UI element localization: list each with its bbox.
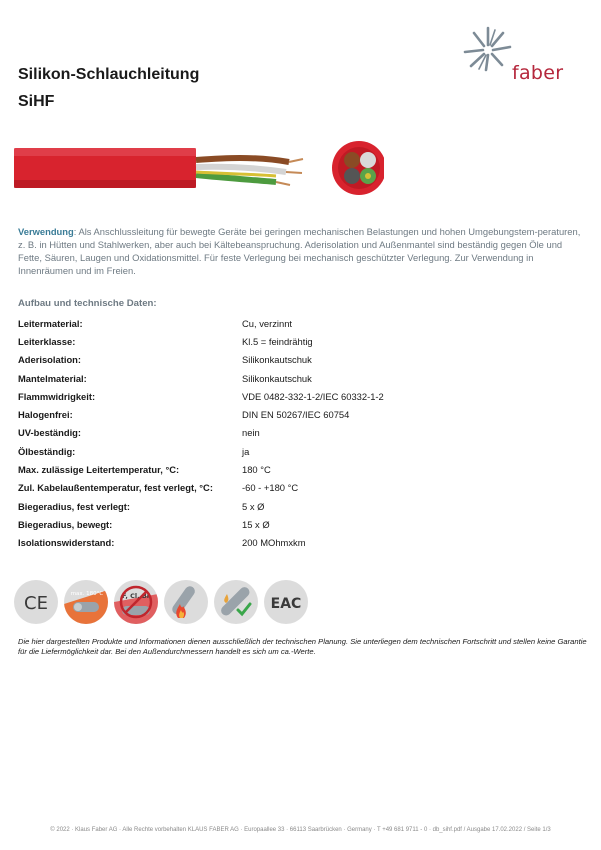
max-temperature-icon <box>64 580 108 624</box>
spec-value: DIN EN 50267/IEC 60754 <box>242 409 350 421</box>
usage-text: : Als Anschlussleitung für bewegte Geräte bei geringen mechanischen Belastungen und hohen Umgebungstem-peraturen, z. B. in Hütten und Stahlwerken, aber auch bei Kältebeanspruchung. Aderisolation und Außenmantel sind beständig gegen Öle und Fette, Säuren, Laugen und Oxidationsmittel. Für feste Verlegung bei mechanisch geschützter Verlegung. Zur Verwendung in Innenräumen und im Freien. <box>18 226 581 276</box>
faber-logo-icon <box>444 26 584 96</box>
spec-label: Ölbeständig: <box>18 445 76 457</box>
spec-value: Cu, verzinnt <box>242 317 293 329</box>
svg-text:max. 180°C: max. 180°C <box>70 591 104 597</box>
spec-value: Silikonkautschuk <box>242 372 312 384</box>
spec-label: Halogenfrei: <box>18 409 73 421</box>
ce-mark-icon <box>14 580 58 624</box>
property-icons <box>14 580 308 628</box>
specs-heading: Aufbau und technische Daten: <box>18 298 157 309</box>
spec-row <box>18 387 578 405</box>
spec-label: Biegeradius, bewegt: <box>18 518 113 530</box>
svg-text:EAC: EAC <box>270 596 302 612</box>
spec-row <box>18 460 578 478</box>
spec-value: VDE 0482-332-1-2/IEC 60332-1-2 <box>242 390 384 402</box>
spec-row <box>18 369 578 387</box>
eac-mark-icon <box>264 580 308 624</box>
spec-label: Zul. Kabelaußentemperatur, fest verlegt, °C: <box>18 482 213 494</box>
product-title: Silikon-Schlauchleitung <box>18 66 200 83</box>
spec-row <box>18 332 578 350</box>
spec-value: Silikonkautschuk <box>242 354 312 366</box>
spec-label: Flammwidrigkeit: <box>18 390 96 402</box>
halogen-free-icon <box>114 580 158 624</box>
spec-row <box>18 497 578 515</box>
spec-label: Mantelmaterial: <box>18 372 87 384</box>
spec-value: 5 x Ø <box>242 500 265 512</box>
spec-label: Leitermaterial: <box>18 317 83 329</box>
spec-row <box>18 424 578 442</box>
spec-value: nein <box>242 427 260 439</box>
spec-value: Kl.5 = feindrähtig <box>242 335 313 347</box>
spec-label: Max. zulässige Leitertemperatur, °C: <box>18 464 180 476</box>
oil-resistant-icon <box>214 580 258 624</box>
brand-name: faber <box>512 62 564 84</box>
spec-row <box>18 515 578 533</box>
spec-row <box>18 405 578 423</box>
spec-value: ja <box>242 445 250 457</box>
spec-label: Aderisolation: <box>18 354 82 366</box>
spec-row <box>18 351 578 369</box>
spec-row <box>18 534 578 552</box>
svg-text:CE: CE <box>24 593 48 614</box>
spec-value: -60 - +180 °C <box>242 482 299 494</box>
specs-table <box>18 314 578 552</box>
usage-lead: Verwendung <box>18 226 74 237</box>
usage-description <box>18 225 586 277</box>
spec-value: 180 °C <box>242 464 271 476</box>
cable-image <box>14 138 384 198</box>
disclaimer: Die hier dargestellten Produkte und Informationen dienen ausschließlich der technischen Planung. Sie unterliegen dem technischen Fortschritt und stellen keine Garantie für die Liefermöglichkeit dar. Bei den Außendurchmessern handelt es sich um ca.-Werte. <box>18 637 587 656</box>
spec-label: Leiterklasse: <box>18 335 76 347</box>
footer: © 2022 · Klaus Faber AG · Alle Rechte vorbehalten KLAUS FABER AG · Europaallee 33 · 66113 Saarbrücken · Germany · T +49 681 9711 - 0 · db_sihf.pdf / Ausgabe 17.02.2022 / Seite 1/3 <box>50 827 551 833</box>
flame-retardant-icon <box>164 580 208 624</box>
spec-label: Biegeradius, fest verlegt: <box>18 500 131 512</box>
svg-text:F, Cl, Br: F, Cl, Br <box>121 592 151 600</box>
spec-value: 15 x Ø <box>242 518 270 530</box>
spec-row <box>18 314 578 332</box>
spec-label: Isolationswiderstand: <box>18 537 115 549</box>
spec-value: 200 MOhmxkm <box>242 537 306 549</box>
spec-row <box>18 479 578 497</box>
spec-label: UV-beständig: <box>18 427 82 439</box>
spec-row <box>18 442 578 460</box>
product-type: SiHF <box>18 93 55 110</box>
